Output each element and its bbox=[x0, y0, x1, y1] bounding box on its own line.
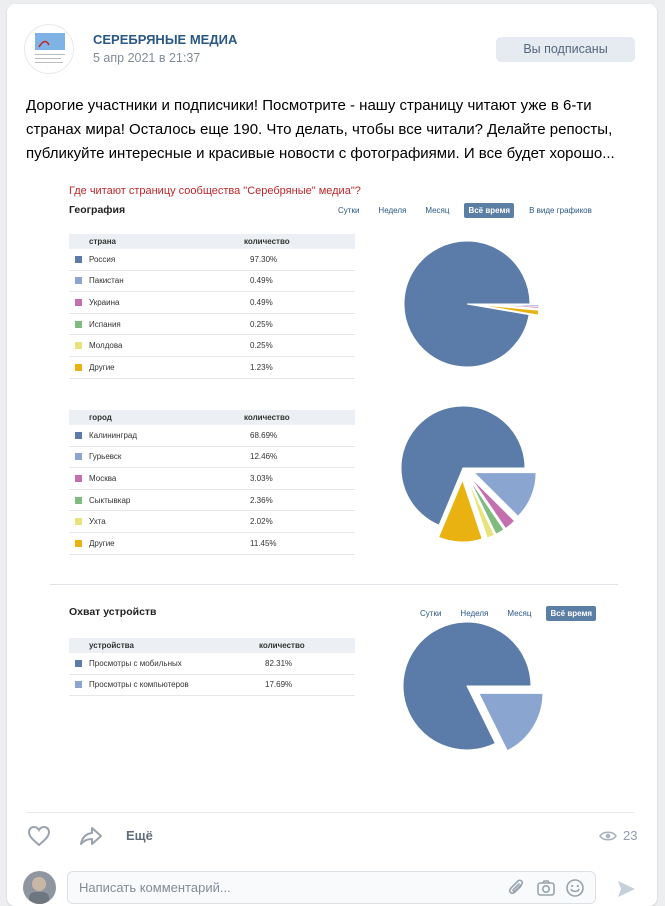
legend-swatch bbox=[75, 475, 82, 482]
legend-swatch bbox=[75, 342, 82, 349]
table-row bbox=[69, 425, 355, 447]
row-label: Пакистан bbox=[89, 276, 124, 286]
table-row bbox=[69, 533, 355, 555]
legend-swatch bbox=[75, 432, 82, 439]
comment-input[interactable] bbox=[68, 872, 468, 903]
period-tab[interactable]: Всё время bbox=[464, 203, 514, 218]
row-label: Сыктывкар bbox=[89, 495, 131, 505]
devices-table bbox=[69, 638, 355, 696]
period-tab[interactable]: Месяц bbox=[425, 206, 450, 215]
subscribed-button[interactable]: Вы подписаны bbox=[496, 37, 635, 62]
table-header bbox=[69, 410, 355, 425]
city-pie-chart bbox=[399, 406, 549, 556]
table-row bbox=[69, 357, 355, 379]
section-divider bbox=[50, 584, 618, 585]
row-value: 68.69% bbox=[250, 430, 278, 440]
row-value: 2.36% bbox=[250, 495, 273, 505]
more-button[interactable]: Ещё bbox=[126, 828, 153, 843]
row-value: 97.30% bbox=[250, 254, 278, 264]
row-label: Россия bbox=[89, 254, 116, 264]
column-header: устройства bbox=[89, 641, 134, 650]
row-label: Гурьевск bbox=[89, 452, 122, 462]
row-label: Москва bbox=[89, 473, 117, 483]
city-table bbox=[69, 410, 355, 555]
column-header: количество bbox=[244, 237, 290, 246]
share-button[interactable] bbox=[79, 823, 103, 849]
row-label: Молдова bbox=[89, 341, 123, 351]
actions-divider bbox=[26, 812, 634, 813]
table-row bbox=[69, 249, 355, 271]
row-value: 3.03% bbox=[250, 473, 273, 483]
paperclip-icon[interactable] bbox=[507, 878, 527, 898]
stats-image bbox=[50, 180, 620, 810]
heart-icon bbox=[27, 825, 51, 847]
row-value: 2.02% bbox=[250, 517, 273, 527]
table-row bbox=[69, 271, 355, 293]
row-label: Украина bbox=[89, 297, 120, 307]
legend-swatch bbox=[75, 518, 82, 525]
geo-period-tabs bbox=[334, 203, 596, 218]
table-row bbox=[69, 653, 355, 675]
country-table bbox=[69, 234, 355, 379]
legend-swatch bbox=[75, 277, 82, 284]
legend-swatch bbox=[75, 497, 82, 504]
stats-question: Где читают страницу сообщества "Серебряные" медиа"? bbox=[69, 185, 361, 197]
row-value: 12.46% bbox=[250, 452, 278, 462]
table-row bbox=[69, 490, 355, 512]
table-header bbox=[69, 638, 355, 653]
group-avatar[interactable] bbox=[24, 24, 74, 74]
row-label: Калининград bbox=[89, 430, 138, 440]
row-value: 0.25% bbox=[250, 319, 273, 329]
row-value: 1.23% bbox=[250, 362, 273, 372]
camera-icon[interactable] bbox=[536, 878, 556, 898]
row-label: Другие bbox=[89, 538, 115, 548]
row-label: Испания bbox=[89, 319, 121, 329]
post-text: Дорогие участники и подписчики! Посмотрите - нашу страницу читают уже в 6-ти странах мира! Осталось еще 190. Что делать, чтобы все читали? Делайте репосты, публикуйте интересные и красивые новости с фотографиями. И все будет хорошо... bbox=[26, 97, 615, 162]
legend-swatch bbox=[75, 660, 82, 667]
period-tab[interactable]: Сутки bbox=[420, 609, 442, 618]
post-date[interactable]: 5 апр 2021 в 21:37 bbox=[93, 51, 201, 65]
row-value: 0.25% bbox=[250, 341, 273, 351]
row-label: Ухта bbox=[89, 517, 106, 527]
period-tab[interactable]: Неделя bbox=[378, 206, 407, 215]
send-icon bbox=[615, 878, 637, 900]
legend-swatch bbox=[75, 453, 82, 460]
row-value: 17.69% bbox=[265, 680, 293, 690]
smile-icon[interactable] bbox=[565, 878, 585, 898]
table-header bbox=[69, 234, 355, 249]
column-header: количество bbox=[259, 641, 305, 650]
row-value: 0.49% bbox=[250, 297, 273, 307]
legend-swatch bbox=[75, 364, 82, 371]
country-pie-chart bbox=[399, 240, 549, 370]
legend-swatch bbox=[75, 681, 82, 688]
group-name-link[interactable]: СЕРЕБРЯНЫЕ МЕДИА bbox=[93, 32, 238, 47]
table-row bbox=[69, 447, 355, 469]
like-button[interactable] bbox=[27, 823, 51, 849]
period-tab[interactable]: Сутки bbox=[338, 206, 360, 215]
views-count: 23 bbox=[623, 828, 638, 843]
comment-box bbox=[67, 871, 596, 904]
legend-swatch bbox=[75, 540, 82, 547]
table-row bbox=[69, 675, 355, 697]
row-value: 82.31% bbox=[265, 658, 293, 668]
period-tab[interactable]: Всё время bbox=[546, 606, 596, 621]
table-row bbox=[69, 314, 355, 336]
period-tab[interactable]: Месяц bbox=[507, 609, 532, 618]
table-row bbox=[69, 468, 355, 490]
column-header: страна bbox=[89, 237, 116, 246]
table-row bbox=[69, 335, 355, 357]
row-label: Просмотры с мобильных bbox=[89, 658, 182, 668]
table-row bbox=[69, 292, 355, 314]
devices-title: Охват устройств bbox=[69, 606, 157, 618]
user-avatar[interactable] bbox=[23, 871, 56, 904]
send-button[interactable] bbox=[615, 876, 637, 902]
eye-icon bbox=[599, 830, 617, 842]
column-header: город bbox=[89, 413, 112, 422]
views-counter bbox=[599, 828, 637, 843]
row-label: Другие bbox=[89, 362, 115, 372]
share-icon bbox=[79, 825, 103, 847]
row-label: Просмотры с компьютеров bbox=[89, 680, 189, 690]
row-value: 11.45% bbox=[250, 538, 277, 548]
geo-title: География bbox=[69, 204, 126, 216]
row-value: 0.49% bbox=[250, 276, 273, 286]
column-header: количество bbox=[244, 413, 290, 422]
legend-swatch bbox=[75, 299, 82, 306]
table-row bbox=[69, 511, 355, 533]
period-tab[interactable]: В виде графиков bbox=[529, 206, 592, 215]
legend-swatch bbox=[75, 256, 82, 263]
period-tab[interactable]: Неделя bbox=[460, 609, 489, 618]
devices-pie-chart bbox=[399, 618, 549, 778]
legend-swatch bbox=[75, 321, 82, 328]
